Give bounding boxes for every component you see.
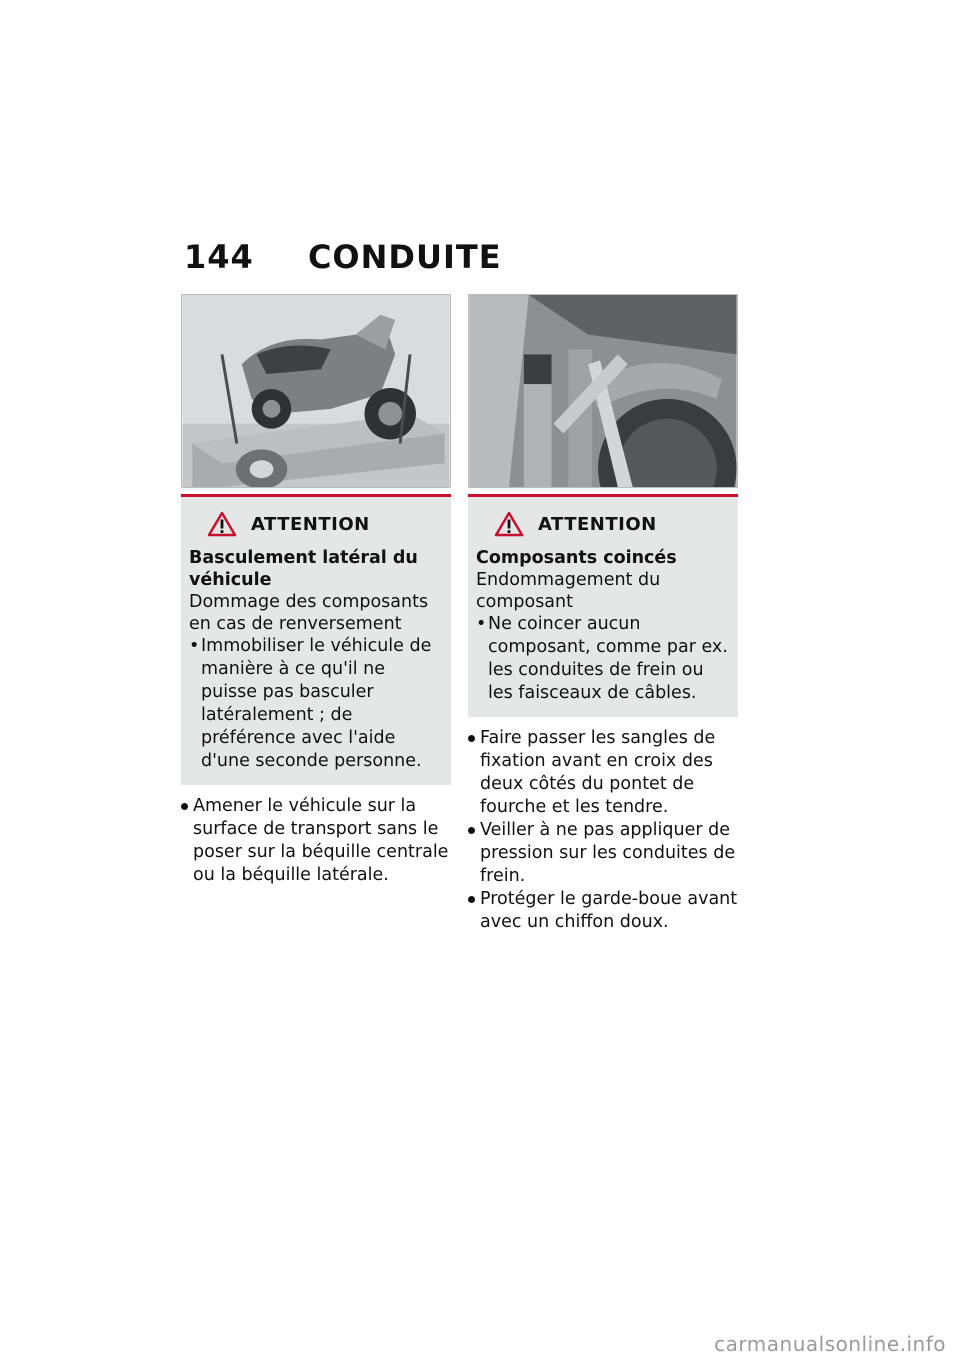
warning-triangle-icon bbox=[494, 511, 524, 537]
warning-triangle-icon bbox=[207, 511, 237, 537]
instruction-list bbox=[181, 795, 451, 887]
warning-bullet: • Ne coincer aucun composant, comme par ex. les conduites de frein ou les faisceaux de câbles. bbox=[476, 613, 730, 705]
warning-subtitle: Basculement latéral du véhicule bbox=[189, 548, 418, 590]
right-column bbox=[468, 294, 738, 934]
watermark: carmanualsonline.info bbox=[714, 1332, 946, 1356]
page-header bbox=[184, 238, 502, 276]
fork-strap-photo bbox=[468, 294, 738, 488]
warning-bullets bbox=[189, 635, 443, 773]
instruction-item: Veiller à ne pas appliquer de pression sur les conduites de frein. bbox=[468, 819, 738, 888]
scooter-on-trailer-photo bbox=[181, 294, 451, 488]
warning-box bbox=[181, 494, 451, 785]
warning-text: Endommagement du composant bbox=[476, 570, 661, 612]
instruction-item: Protéger le garde-boue avant avec un chiffon doux. bbox=[468, 888, 738, 934]
instruction-item: Amener le véhicule sur la surface de transport sans le poser sur la béquille centrale ou la béquille latérale. bbox=[181, 795, 451, 887]
warning-title: ATTENTION bbox=[251, 513, 370, 535]
instruction-list bbox=[468, 727, 738, 934]
instruction-item: Faire passer les sangles de fixation avant en croix des deux côtés du pontet de fourche et les tendre. bbox=[468, 727, 738, 819]
page-number: 144 bbox=[184, 238, 254, 276]
warning-bullets bbox=[476, 613, 730, 705]
warning-box bbox=[468, 494, 738, 717]
warning-text: Dommage des composants en cas de renversement bbox=[189, 592, 429, 634]
left-column bbox=[181, 294, 451, 887]
section-title: CONDUITE bbox=[307, 238, 502, 276]
warning-subtitle: Composants coincés bbox=[476, 548, 677, 568]
warning-bullet: • Immobiliser le véhicule de manière à ce qu'il ne puisse pas basculer latéralement ; de préférence avec l'aide d'une seconde personne. bbox=[189, 635, 443, 773]
warning-title: ATTENTION bbox=[538, 513, 657, 535]
